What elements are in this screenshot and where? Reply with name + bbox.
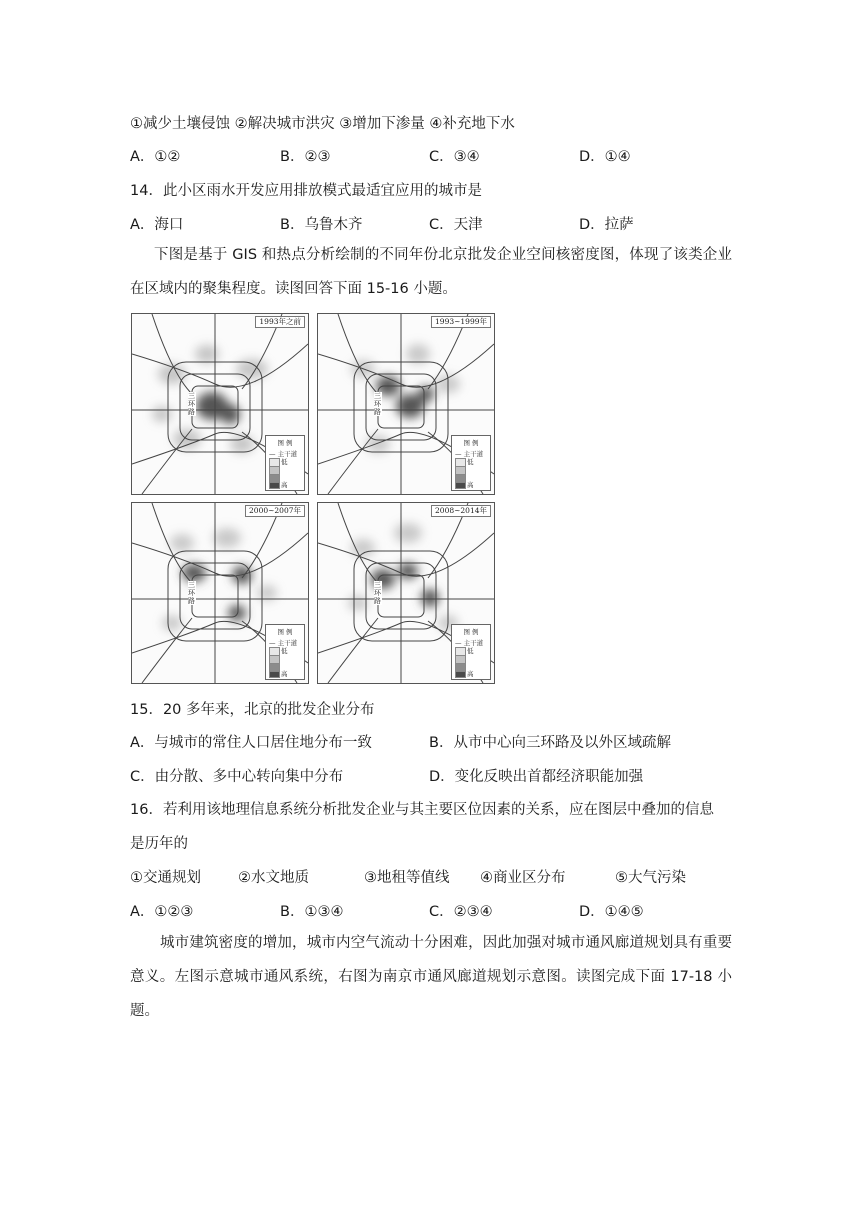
q15-option-a[interactable]: A．与城市的常住人口居住地分布一致 bbox=[130, 735, 372, 751]
map-1-ring-label: 三环路 bbox=[188, 392, 195, 416]
legend-swatch bbox=[269, 671, 280, 678]
map-4-legend-title: 图 例 bbox=[463, 628, 479, 636]
map-1-legend-road: — 主干道 bbox=[269, 450, 298, 458]
legend-swatch bbox=[269, 482, 280, 489]
map-4-legend-road-label: 主干道 bbox=[463, 639, 484, 647]
map-2-legend-road-label: 主干道 bbox=[463, 450, 484, 458]
intro-paragraph-15-16: 下图是基于 GIS 和热点分析绘制的不同年份北京批发企业空间核密度图，体现了该类企业在区域内的聚集程度。读图回答下面 15-16 小题。 bbox=[130, 247, 732, 297]
map-2-legend-title: 图 例 bbox=[463, 439, 479, 447]
map-2-legend bbox=[451, 435, 491, 491]
map-3-legend-road-label: 主干道 bbox=[277, 639, 298, 647]
density-map-grid bbox=[131, 313, 495, 685]
density-map-1 bbox=[131, 313, 309, 495]
q16-option-a[interactable]: A．①②③ bbox=[130, 904, 194, 920]
q14-option-b[interactable]: B．乌鲁木齐 bbox=[280, 217, 363, 233]
map-2-title: 1993~1999年 bbox=[431, 316, 491, 328]
map-3-title: 2000~2007年 bbox=[245, 505, 305, 517]
legend-swatch bbox=[455, 482, 466, 489]
map-4-legend-road: — 主干道 bbox=[455, 639, 484, 647]
q15-option-d[interactable]: D．变化反映出首都经济职能加强 bbox=[429, 769, 644, 785]
density-map-4 bbox=[317, 502, 495, 684]
map-1-legend-low: 低 bbox=[281, 458, 288, 466]
density-map-2 bbox=[317, 313, 495, 495]
map-4-legend-low: 低 bbox=[467, 647, 474, 655]
q16-statements bbox=[130, 866, 730, 886]
q16-option-c[interactable]: C．②③④ bbox=[429, 904, 493, 920]
legend-swatch bbox=[455, 671, 466, 678]
q13-option-b[interactable]: B．②③ bbox=[280, 149, 331, 165]
map-1-legend-high: 高 bbox=[281, 481, 288, 489]
q16-option-d[interactable]: D．①④⑤ bbox=[579, 904, 644, 920]
map-4-title: 2008~2014年 bbox=[431, 505, 491, 517]
q16-stem-line2: 是历年的 bbox=[130, 836, 188, 852]
q16-options bbox=[130, 900, 730, 920]
map-4-ring-label: 三环路 bbox=[374, 581, 381, 605]
q14-option-a[interactable]: A．海口 bbox=[130, 217, 184, 233]
map-3-legend-road: — 主干道 bbox=[269, 639, 298, 647]
density-map-3 bbox=[131, 502, 309, 684]
q16-option-b[interactable]: B．①③④ bbox=[280, 904, 344, 920]
map-1-legend-title: 图 例 bbox=[277, 439, 293, 447]
map-1-legend bbox=[265, 435, 305, 491]
q14-options bbox=[130, 213, 730, 233]
q15-stem: 15．20 多年来，北京的批发企业分布 bbox=[130, 702, 375, 718]
map-2-legend-high: 高 bbox=[467, 481, 474, 489]
q16-statement-5: ⑤大气污染 bbox=[615, 870, 686, 886]
q13-option-c[interactable]: C．③④ bbox=[429, 149, 480, 165]
map-2-ring-label: 三环路 bbox=[374, 392, 381, 416]
q14-stem: 14．此小区雨水开发应用排放模式最适宜应用的城市是 bbox=[130, 183, 482, 199]
map-4-legend bbox=[451, 624, 491, 680]
map-3-ring-label: 三环路 bbox=[188, 581, 195, 605]
q15-option-b[interactable]: B．从市中心向三环路及以外区域疏解 bbox=[429, 735, 671, 751]
map-1-title: 1993年之前 bbox=[255, 316, 305, 328]
q14-option-c[interactable]: C．天津 bbox=[429, 217, 483, 233]
q15-option-c[interactable]: C．由分散、多中心转向集中分布 bbox=[130, 769, 344, 785]
q14-option-d[interactable]: D．拉萨 bbox=[579, 217, 634, 233]
map-3-legend-title: 图 例 bbox=[277, 628, 293, 636]
q16-stem-line1: 16．若利用该地理信息系统分析批发企业与其主要区位因素的关系，应在图层中叠加的信息 bbox=[130, 802, 714, 818]
q16-statement-3: ③地租等值线 bbox=[364, 870, 450, 886]
q16-statement-4: ④商业区分布 bbox=[480, 870, 566, 886]
q13-options bbox=[130, 145, 730, 165]
q15-options-row1 bbox=[130, 731, 730, 751]
intro-paragraph-17-18: 城市建筑密度的增加，城市内空气流动十分困难，因此加强对城市通风廊道规划具有重要意义。左图示意城市通风系统，右图为南京市通风廊道规划示意图。读图完成下面 17-18 小题。 bbox=[130, 935, 732, 1019]
map-2-legend-road: — 主干道 bbox=[455, 450, 484, 458]
q15-options-row2 bbox=[130, 765, 730, 785]
map-1-legend-road-label: 主干道 bbox=[277, 450, 298, 458]
map-4-legend-high: 高 bbox=[467, 670, 474, 678]
q13-option-a[interactable]: A．①② bbox=[130, 149, 181, 165]
q13-option-d[interactable]: D．①④ bbox=[579, 149, 631, 165]
q13-statements: ①减少土壤侵蚀 ②解决城市洪灾 ③增加下渗量 ④补充地下水 bbox=[130, 116, 515, 132]
map-3-legend-low: 低 bbox=[281, 647, 288, 655]
map-3-legend bbox=[265, 624, 305, 680]
q16-statement-1: ①交通规划 bbox=[130, 870, 201, 886]
map-2-legend-low: 低 bbox=[467, 458, 474, 466]
q16-statement-2: ②水文地质 bbox=[238, 870, 309, 886]
map-3-legend-high: 高 bbox=[281, 670, 288, 678]
